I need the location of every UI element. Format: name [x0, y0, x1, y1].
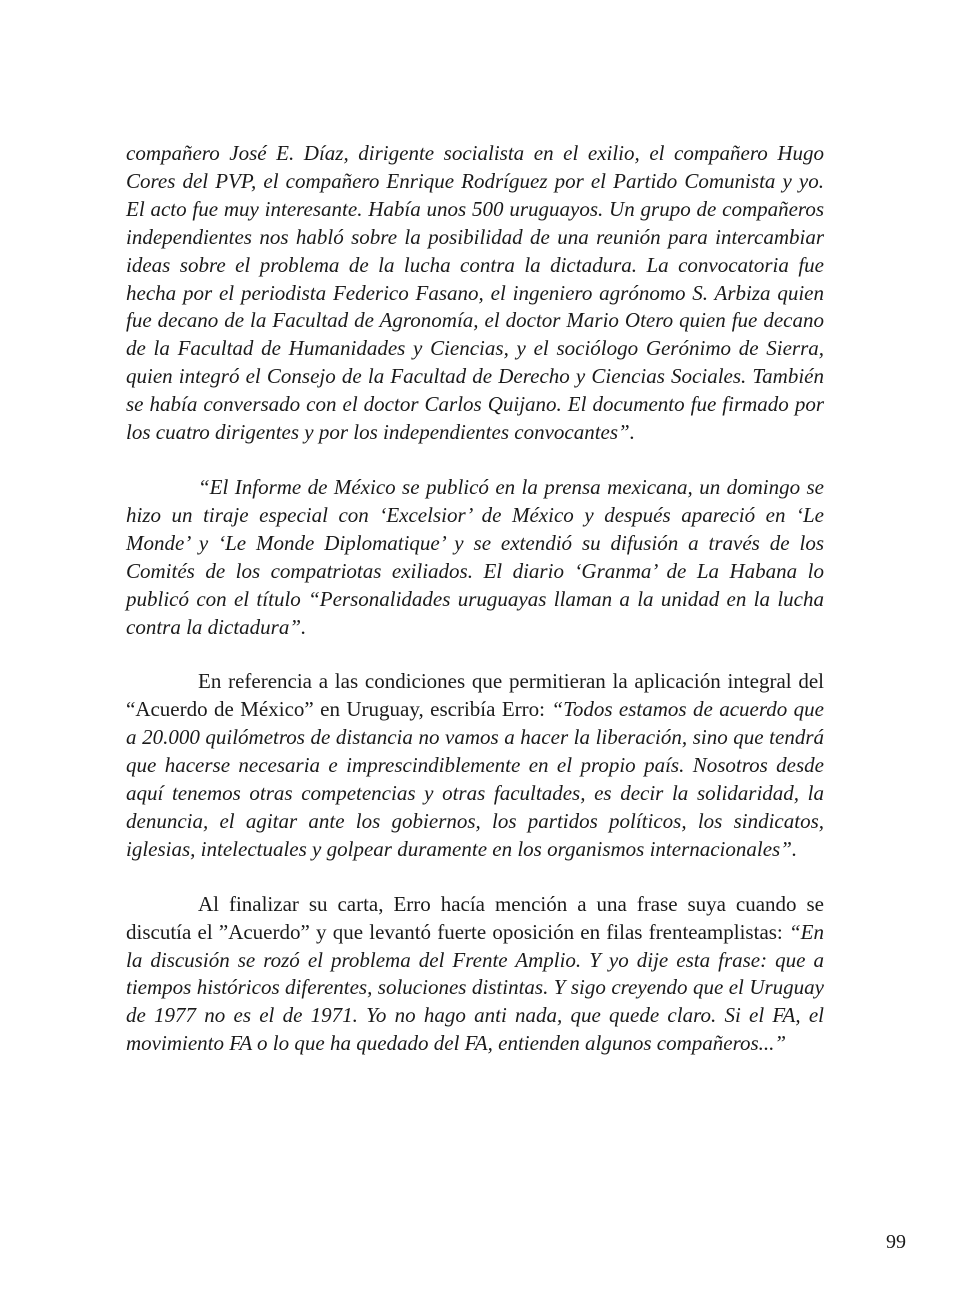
paragraph-1: [126, 140, 824, 447]
page-number: 99: [886, 1231, 906, 1253]
paragraph-2-text: “El Informe de México se publicó en la prensa mexicana, un domingo se hizo un tiraje especial con ‘Excelsior’ de México y después apareció en ‘Le Monde’ y ‘Le Monde Diplomatique’ y se extendió su difusión a través de los Comités de los compatriotas exiliados. El diario ‘Granma’ de La Habana lo publicó con el título “Personalidades uruguayas llaman a la unidad en la lucha contra la dictadura”.: [126, 474, 824, 639]
paragraph-4: [126, 891, 824, 1058]
paragraph-3-roman-text: En referencia a las condiciones que permitieran la aplicación integral del “Acuerdo de México” en Uruguay, escribía Erro:: [126, 669, 824, 722]
paragraph-3-quote-text: “Todos estamos de acuerdo que a 20.000 quilómetros de distancia no vamos a hacer la liberación, sino que tendrá que hacerse necesaria e imprescindiblemente en el propio país. Nosotros desde aquí tenemos otras competencias y otras facultades, es decir la solidaridad, la denuncia, el agitar ante los gobiernos, los partidos políticos, los sindicatos, iglesias, intelectuales y golpear duramente en los organismos internacionales”.: [126, 697, 825, 861]
paragraph-3: [126, 668, 824, 863]
paragraph-4-quote-text: “En la discusión se rozó el problema del Frente Amplio. Y yo dije esta frase: que a tiempos históricos diferentes, soluciones distintas. Y sigo creyendo que el Uruguay de 1977 no es el de 1971. Yo no hago anti nada, que quede claro. Si el FA, el movimiento FA o lo que ha quedado del FA, entienden algunos compañeros...”: [126, 919, 824, 1056]
paragraph-2: [126, 474, 824, 641]
paragraph-4-roman-text: Al finalizar su carta, Erro hacía mención a una frase suya cuando se discutía el ”Acuerdo” y que levantó fuerte oposición en filas frenteamplistas:: [126, 891, 824, 944]
paragraph-1-text: compañero José E. Díaz, dirigente socialista en el exilio, el compañero Hugo Cores del PVP, el compañero Enrique Rodríguez por el Partido Comunista y yo. El acto fue muy interesante. Había unos 500 uruguayos. Un grupo de compañeros independientes nos habló sobre la posibilidad de una reunión para intercambiar ideas sobre el problema de la lucha contra la dictadura. La convocatoria fue hecha por el periodista Federico Fasano, el ingeniero agrónomo S. Arbiza quien fue decano de la Facultad de Agronomía, el doctor Mario Otero quien fue decano de la Facultad de Humanidades y Ciencias, y el sociólogo Gerónimo de Sierra, quien integró el Consejo de la Facultad de Derecho y Ciencias Sociales. También se había conversado con el doctor Carlos Quijano. El documento fue firmado por los cuatro dirigentes y por los independientes convocantes”.: [126, 141, 824, 445]
page-body: [126, 140, 824, 1058]
